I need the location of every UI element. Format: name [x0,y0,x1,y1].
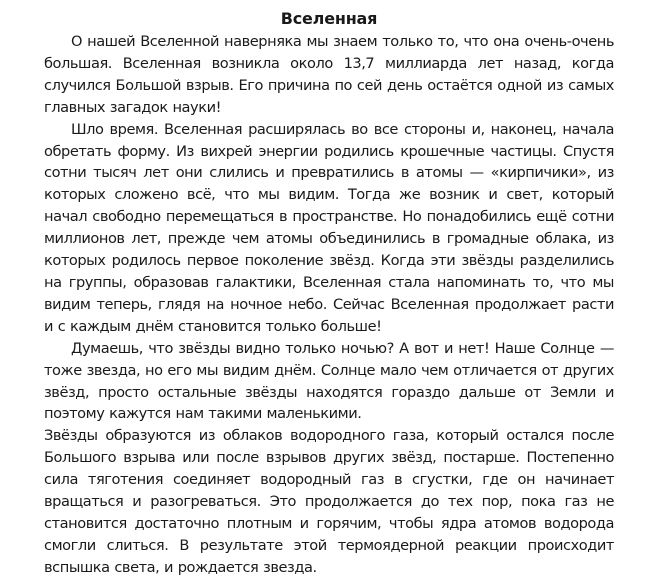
paragraph-stars-daytime: Думаешь, что звёзды видно только ночью? А вот и нет! Наше Солнце — тоже звезда, но его мы видим днём. Солнце мало чем отличается от других звёзд, просто остальные звёзды находятся гораздо дальше от Земли и поэтому кажутся нам такими маленькими. [44,339,614,423]
paragraph-universe-intro: О нашей Вселенной наверняка мы знаем только то, что она очень-очень большая. Вселенная возникла около 13,7 миллиарда лет назад, когда случился Большой взрыв. Его причина по сей день остаётся одной из самых главных загадок науки! [44,33,614,116]
paragraph-star-formation: Звёзды образуются из облаков водородного газа, который остался после Большого взрыва или после взрывов других звёзд, постарше. Постепенно сила тяготения соединяет водородный газ в сгустки, где он начинает вращаться и разогреваться. Это продолжается до тех пор, пока газ не становится достаточно плотным и горячим, чтобы ядра атомов водорода смогли слиться. В результате этой термоядерной реакции происходит вспышка света, и рождается звезда. [44,427,614,576]
paragraph-universe-expansion: Шло время. Вселенная расширялась во все стороны и, наконец, начала обретать форму. Из вихрей энергии родились крошечные частицы. Спустя сотни тысяч лет они слились и превратились в атомы — «кирпичики», из которых сложено всё, что мы видим. Тогда же возник и свет, который начал свободно перемещаться в пространстве. Но понадобились ещё сотни миллионов лет, прежде чем атомы объединились в громадные облака, из которых родилось первое поколение звёзд. Когда эти звёзды разделились на группы, образовав галактики, Вселенная стала напоминать то, что мы видим теперь, глядя на ночное небо. Сейчас Вселенная продолжает расти и с каждым днём становится только больше! [44,120,614,335]
document-title: Вселенная [280,9,378,28]
